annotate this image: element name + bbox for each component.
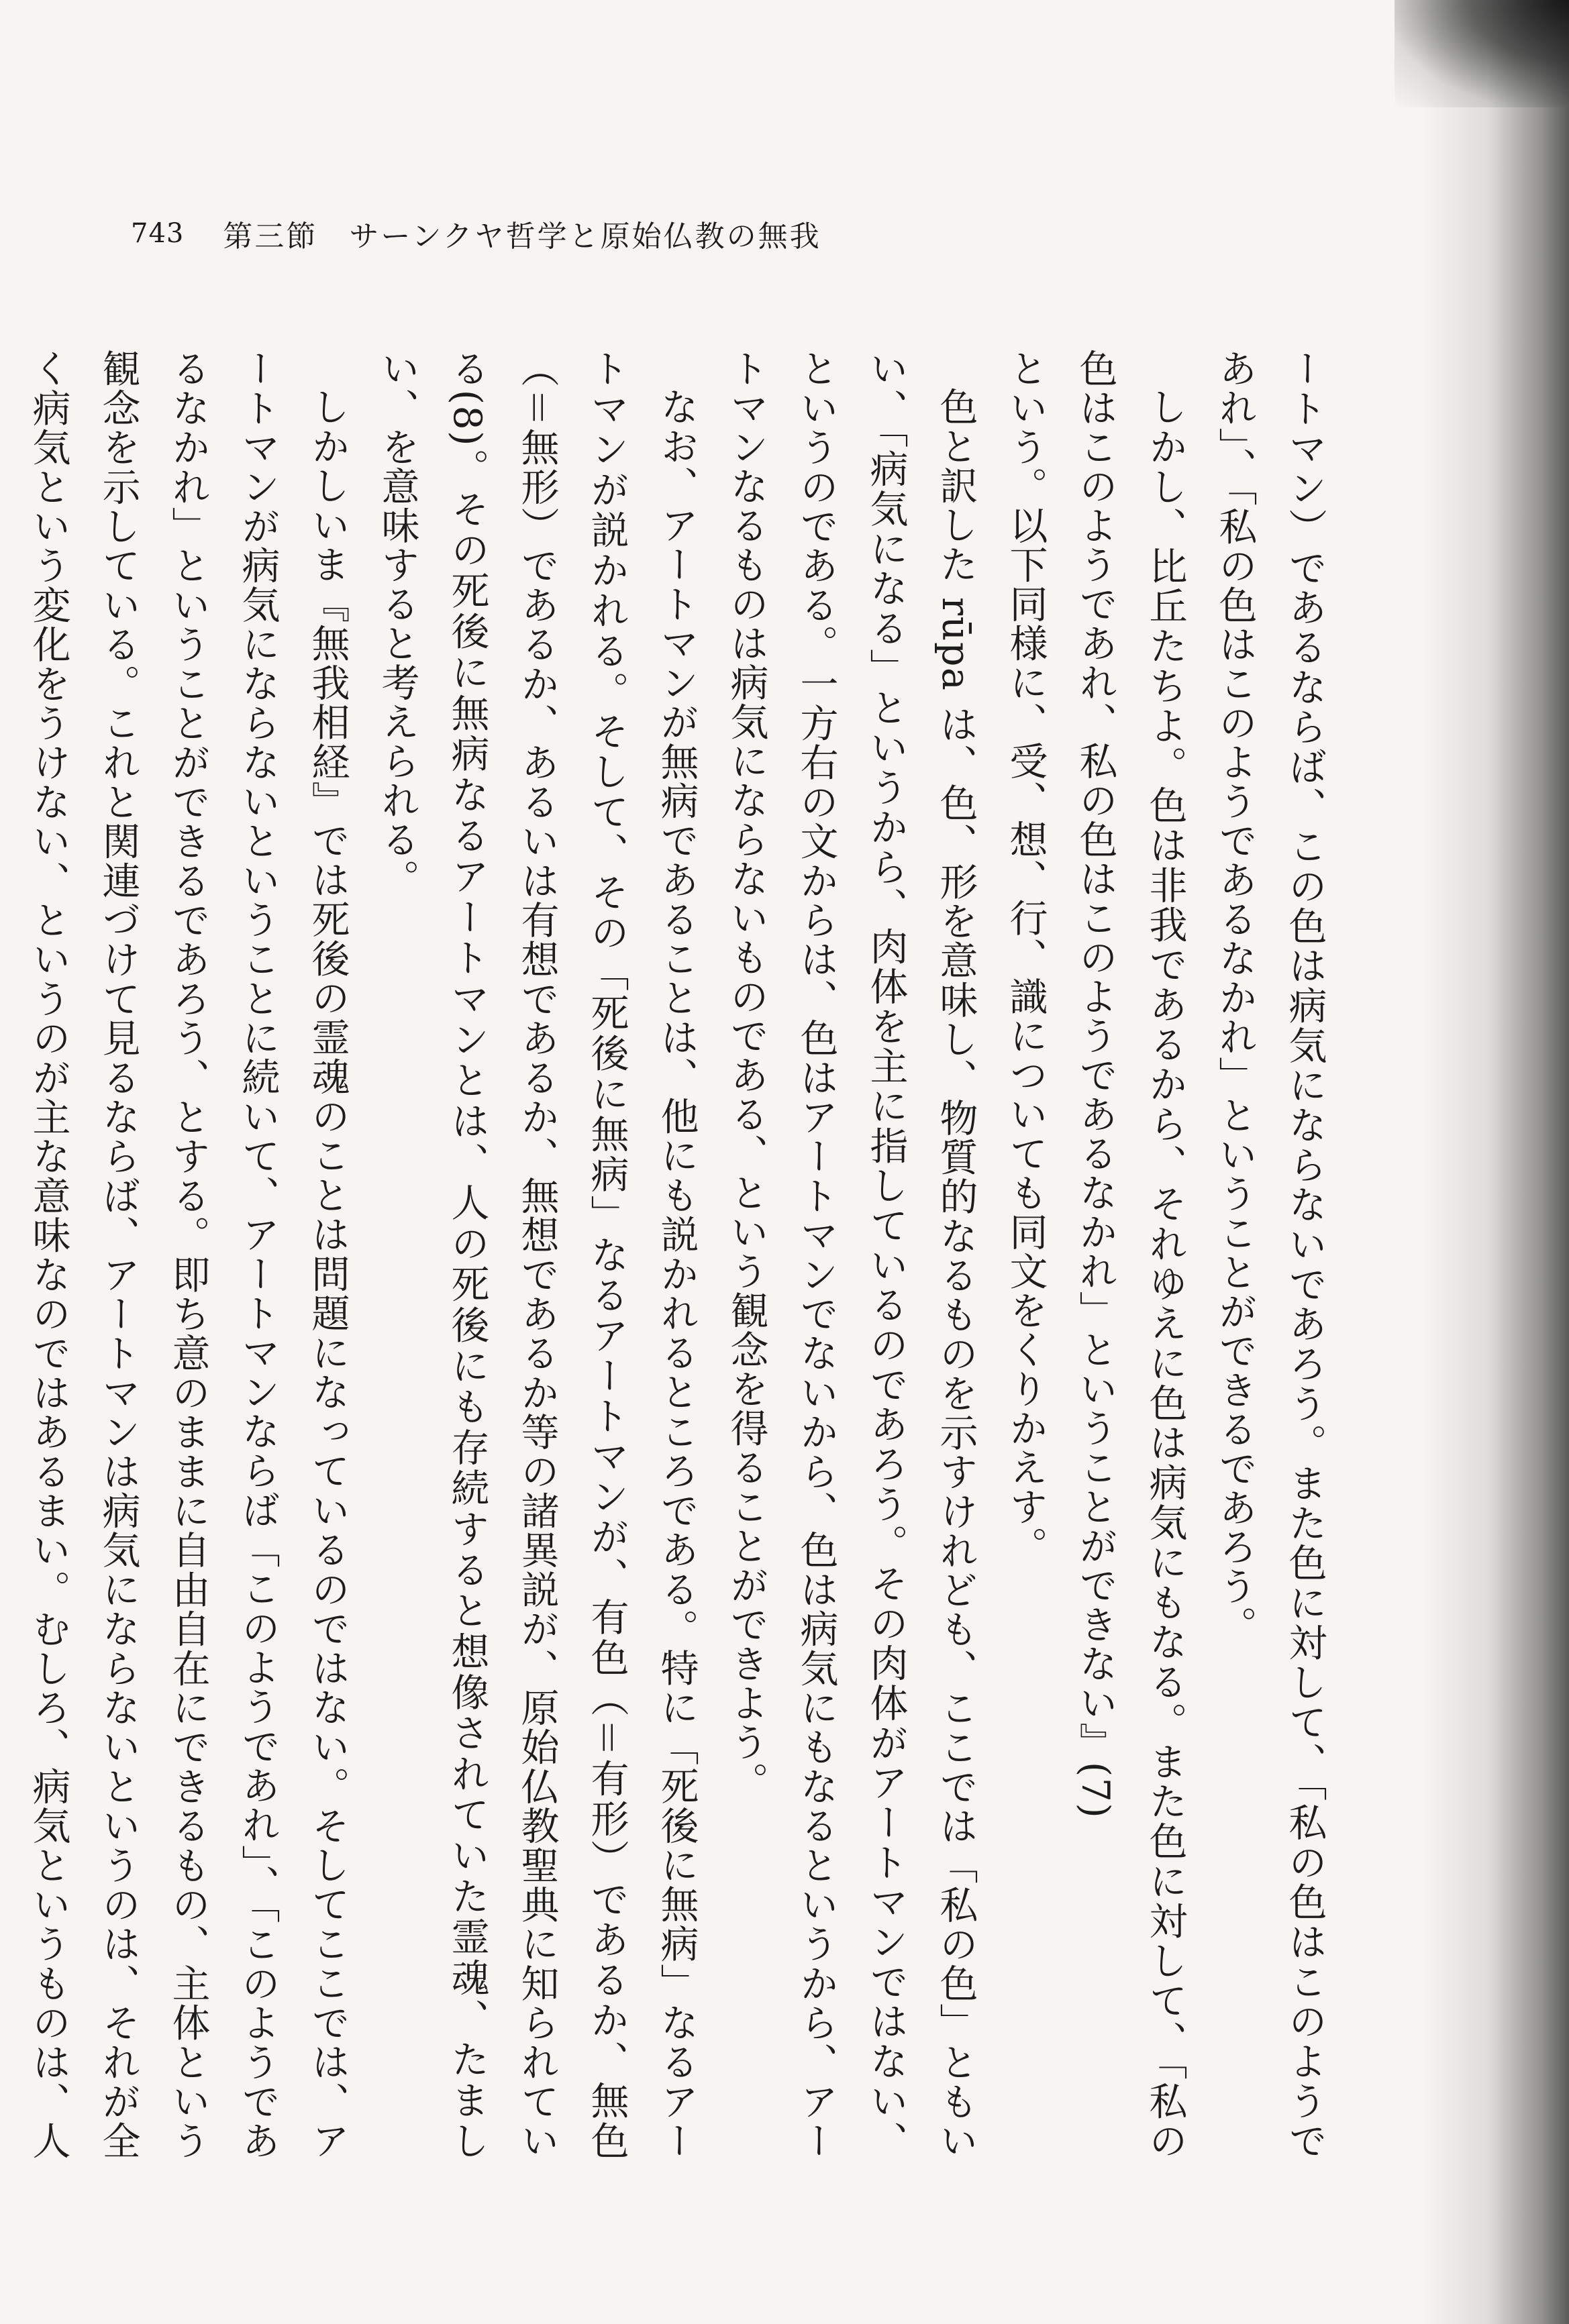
scan-edge-shadow — [1421, 0, 1569, 2324]
paragraph-6: しかしいま『無我相経』では死後の霊魂のことは問題になっているのではない。そしてここでは、アートマンが病気にならないということに続いて、アートマンならば「このようであれ」、「このようであるなかれ」ということができるであろう、とする。即ち意のままに自由自在にできるもの、主体という観念を示している。これと関連づけて見るならば、アートマンは病気にならないというのは、それが全く病気という変化をうけない、というのが主な意味なのではあるまい。むしろ、病気というものは、人 — [26, 349, 350, 2160]
body-text — [26, 349, 1339, 2161]
paragraph-1: ートマン）であるならば、この色は病気にならないであろう。また色に対して、「私の色はこのようであれ」、「私の色はこのようであるなかれ」ということができるであろう。 — [1213, 349, 1327, 2160]
scan-corner-shadow — [1395, 0, 1569, 107]
paragraph-4: 色と訳した rūpa は、色、形を意味し、物質的なるものを示すけれども、ここでは「私の色」ともいい、「病気になる」というから、肉体を主に指しているのであろう。その肉体がアートマンではない、というのである。一方右の文からは、色はアートマンでないから、色は病気にもなるというから、アートマンなるものは病気にならないものである、という観念を得ることができよう。 — [724, 349, 978, 2161]
running-title: 第三節 サーンクヤ哲学と原始仏教の無我 — [223, 219, 821, 254]
paragraph-5: なお、アートマンが無病であることは、他にも説かれるところである。特に「死後に無病」なるアートマンが説かれる。そして、その「死後に無病」なるアートマンが、有色（＝有形）であるか、無色（＝無形）であるか、あるいは有想であるか、無想であるか等の諸異説が、原始仏教聖典に知られている(8)。その死後に無病なるアートマンとは、人の死後にも存続すると想像されていた霊魂、たましい、を意味すると考えられる。 — [375, 349, 699, 2160]
paragraph-2: しかし、比丘たちよ。色は非我であるから、それゆえに色は病気にもなる。また色に対して、「私の色はこのようであれ、私の色はこのようであるなかれ」ということができない』(7) — [1073, 349, 1187, 2160]
page-header — [131, 213, 821, 254]
paragraph-3: という。以下同様に、受、想、行、識についても同文をくりかえす。 — [1003, 349, 1048, 1566]
page-number: 743 — [131, 218, 185, 249]
